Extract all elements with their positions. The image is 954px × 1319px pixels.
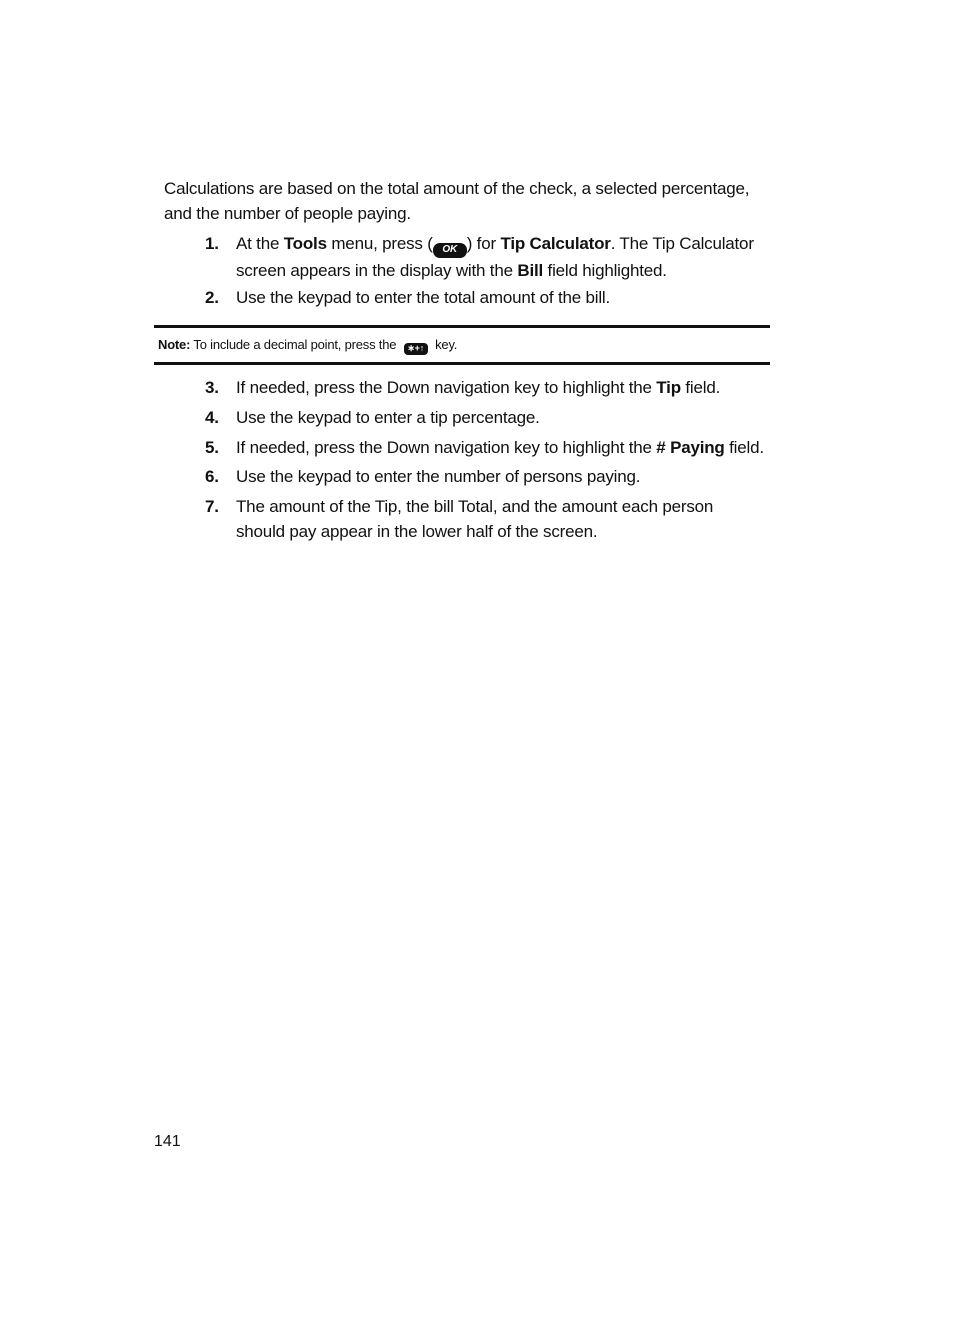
step-text: [236, 375, 765, 400]
step-3: [205, 375, 765, 400]
step-text: Use the keypad to enter the total amount of the bill.: [236, 288, 611, 307]
note-label: Note:: [158, 337, 191, 352]
step-2: [205, 285, 765, 310]
text-run: If needed, press the Down navigation key to highlight the: [236, 378, 657, 397]
step-number: 4.: [205, 408, 219, 427]
text-run: field highlighted.: [543, 261, 667, 280]
step-text: Use the keypad to enter a tip percentage.: [236, 408, 540, 427]
step-number: 5.: [205, 438, 219, 457]
text-run: At the: [236, 234, 284, 253]
step-1: [205, 231, 765, 283]
text-run: . The Tip Calculator screen appears in the display with the: [236, 234, 754, 280]
step-number: 2.: [205, 288, 219, 307]
note-text: To include a decimal point, press the: [190, 337, 400, 352]
tip-calculator-label: Tip Calculator: [500, 234, 611, 253]
step-6: [205, 464, 765, 489]
step-5: [205, 435, 765, 460]
tip-field-label: Tip: [656, 378, 681, 397]
step-text: The amount of the Tip, the bill Total, and the amount each person should pay appear in the lower half of the screen.: [236, 497, 714, 541]
text-run: ) for: [466, 234, 501, 253]
note-text: key.: [431, 337, 458, 352]
step-number: 7.: [205, 497, 219, 516]
intro-paragraph: Calculations are based on the total amount of the check, a selected percentage, and the number of people paying.: [164, 179, 750, 223]
text-run: field.: [724, 438, 764, 457]
step-number: 3.: [205, 378, 219, 397]
page-number: 141: [154, 1133, 181, 1150]
step-text: [236, 231, 765, 283]
step-number: 1.: [205, 234, 219, 253]
note-box: [154, 325, 770, 365]
bill-field-label: Bill: [517, 261, 544, 280]
text-run: field.: [680, 378, 721, 397]
star-key-icon: ∗+↑: [404, 343, 428, 355]
step-number: 6.: [205, 467, 219, 486]
tools-menu-label: Tools: [283, 234, 327, 253]
step-4: [205, 405, 765, 430]
paying-field-label: # Paying: [656, 438, 725, 457]
step-7: [205, 494, 765, 544]
text-run: menu, press (: [326, 234, 433, 253]
text-run: If needed, press the Down navigation key to highlight the: [236, 438, 657, 457]
step-text: [236, 435, 765, 460]
ok-key-icon: OK: [433, 243, 467, 258]
step-text: Use the keypad to enter the number of persons paying.: [236, 467, 641, 486]
